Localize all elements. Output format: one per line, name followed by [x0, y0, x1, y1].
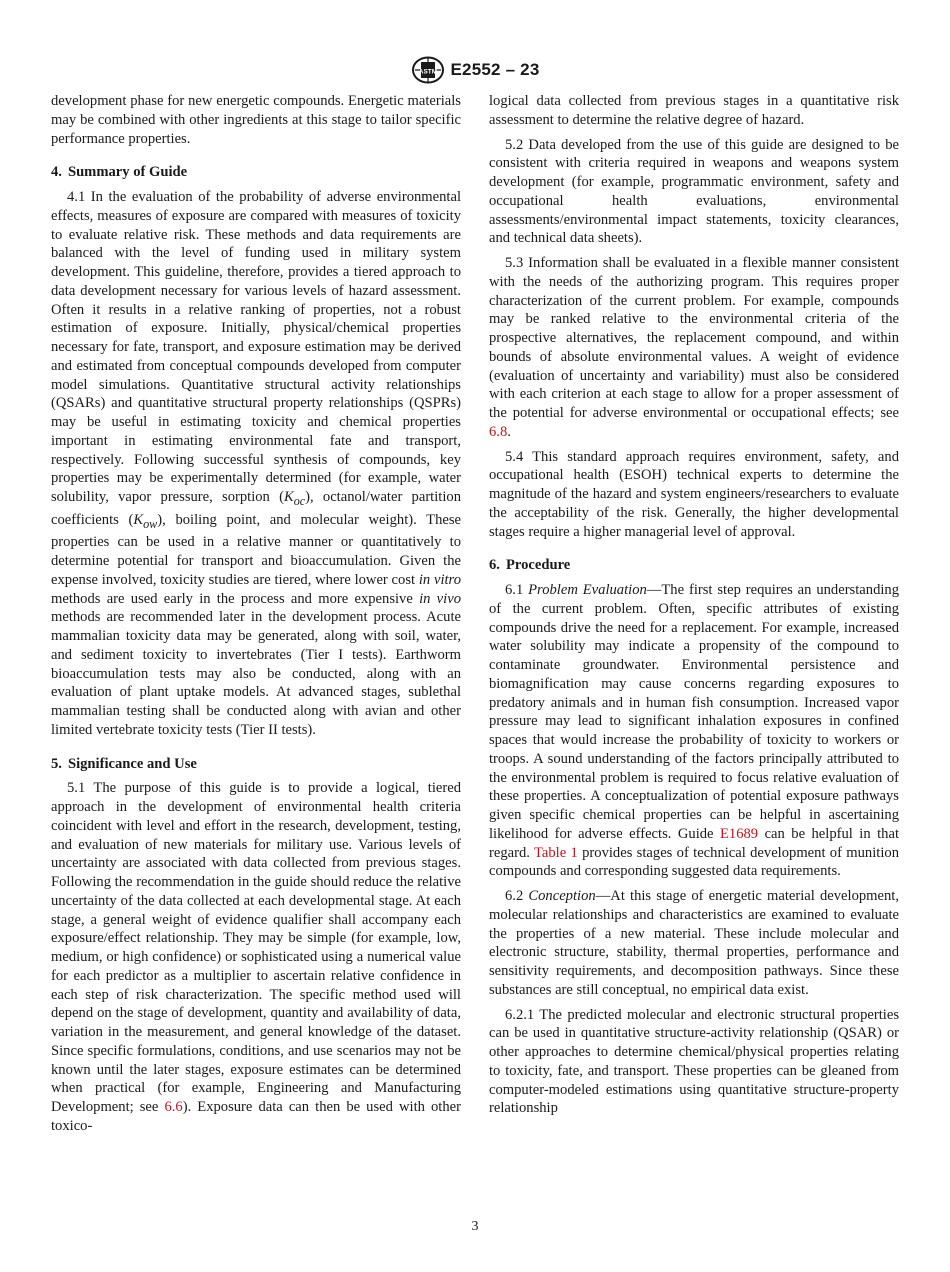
ref-link-6-6[interactable]: 6.6	[164, 1099, 183, 1116]
paragraph-6-2-1: 6.2.1 The predicted molecular and electronic structural properties can be used in quantitative structure-activity relationship (QSAR) or other approaches to determine chemical/physical properties relating to toxicity, fate, and transport. These properties can be gleaned from computer-modeled estimations using quantitative structure-property relationship	[489, 1006, 899, 1117]
paragraph-5-4: 5.4 This standard approach requires environment, safety, and occupational health (ESOH) technical experts to determine the magnitude of the hazard and system engineers/researchers to evaluate the acceptability of the risk. Generally, the higher developmental stages require a higher managerial level of approval.	[489, 448, 899, 540]
section-number: 6.	[489, 557, 500, 574]
section-5-heading	[51, 755, 461, 774]
paragraph-4-1: 4.1 In the evaluation of the probability of adverse environmental effects, measures of exposure are compared with measures of toxicity to evaluate relative risk. These methods and data requirements are balanced with the level of funding used in military system development. This guideline, therefore, provides a tiered approach to data development necessary for various levels of hazard assessment. Often it results in a relative ranking of properties, not a robust estimation of exposure. Initially, physical/chemical properties necessary for fate, transport, and exposure estimation may be derived and estimated from conceptual compounds developed from computer model simulations. Quantitative structural activity relationships (QSARs) and quantitative structural property relationships (QSPRs) may be useful in estimating toxicity and chemical properties important in estimating environmental fate and transport, respectively. Following successful synthesis of compounds, key properties may be experimentally determined (for example, water solubility, vapor pressure, sorption $(K_{oc})$, octanol/water partition coefficients $(K_{ow})$, boiling point, and molecular weight). These properties can be used in a relative manner or quantitatively to determine potential for transport and bioaccumulation. Given the expense involved, toxicity studies are tiered, where lower cost in vitro methods are used early in the process and more expensive in vivo methods are recommended later in the development process. Acute mammalian toxicity data may be generated, along with soil, water, and sediment toxicity to invertebrates (Tier I tests). Earthworm bioaccumulation tests may also be conducted, along with an evaluation of plant uptake models. At advanced stages, sublethal mammalian testing shall be conducted along with avian and other limited vertebrate toxicity tests (Tier II tests).	[51, 189, 461, 738]
astm-logo-icon	[411, 56, 445, 84]
ref-link-6-8[interactable]: 6.8	[489, 423, 508, 440]
paragraph-5-2: 5.2 Data developed from the use of this guide are designed to be consistent with criteria required in weapons and weapons system development (for example, programmatic environment, safety and occupational health evaluations, environmental assessments/environmental impact statements, toxicity clearances, and technical data sheets).	[489, 136, 899, 247]
paragraph-5-1: 5.1 The purpose of this guide is to provide a logical, tiered approach in the development of environmental health criteria coincident with level and effort in the research, development, testing, and evaluation of new materials for military use. Various levels of uncertainty are associated with data collected from previous stages. Following the recommendation in the guide should reduce the relative uncertainty of the data collected at each developmental stage. At each stage, a general weight of evidence qualifier shall accompany each exposure/effect relationship. They may be simple (for example, low, medium, or high confidence) or sophisticated using a numerical value for each predictor as a multiplier to ascertain relative confidence in each step of risk characterization. The specific method used will depend on the stage of development, quantity and availability of data, variation in the measurement, and general knowledge of the dataset. Since specific formulations, conditions, and use scenarios may not be known until the later stages, exposure estimates can be determined when practical (for example, Engineering and Manufacturing Development; see 6.6). Exposure data can then be used with other toxico-	[51, 780, 461, 1134]
ref-link-table-1[interactable]: Table 1	[533, 844, 578, 861]
paragraph-6-1: 6.1 Problem Evaluation—The first step requires an understanding of the current problem. Often, specific attributes of existing compounds drive the need for a replacement. For example, increased water solubility may indicate a propensity of the compound to contaminate groundwater. Environmental persistence and biomagnification may cause concerns regarding exposures to predatory animals and in human fish consumption. Increased vapor pressure may lead to significant inhalation exposures in confined spaces that would increase the probability of toxicity to workers or troops. A sound understanding of the factors principally attributed to the environmental problem is required to focus relative evaluation of these properties. A conceptualization of potential exposure pathways given specific chemical properties can be helpful in ascertaining likelihood for adverse effects. Guide E1689 can be helpful in that regard. Table 1 provides stages of technical development of munition compounds and corresponding suggested data requirements.	[489, 582, 900, 880]
paragraph-5-3: 5.3 Information shall be evaluated in a flexible manner consistent with the needs of the authorizing program. This requires proper characterization of the current problem. For example, compounds may be ranked relative to the environmental criteria of the prospective alternatives, the replacement compound, and within bounds of absolute environmental values. A weight of evidence (evaluation of uncertainty and variability) must also be considered with each criterion at each stage to allow for a proper assessment of the potential for adverse environmental or occupational effects; see 6.8.	[489, 255, 899, 440]
left-column	[51, 92, 461, 1142]
section-4-heading	[51, 163, 461, 182]
ref-link-e1689[interactable]: E1689	[720, 825, 759, 842]
section-title: Summary of Guide	[67, 164, 188, 181]
section-6-heading	[489, 556, 899, 575]
section-number: 5.	[51, 755, 62, 772]
page-header	[0, 55, 950, 85]
right-column	[489, 92, 899, 1124]
document-designation: E2552 – 23	[450, 60, 540, 79]
section-number: 4.	[51, 164, 62, 181]
section-title: Procedure	[505, 557, 571, 574]
astm-logo-text: ASTM	[418, 68, 437, 76]
section-title: Significance and Use	[67, 755, 197, 772]
page-number: 3	[471, 1219, 479, 1234]
paragraph-6-2: 6.2 Conception—At this stage of energetic material development, molecular relationships and characteristics are examined to evaluate the properties of a new material. These include molecular and electronic structure, stability, thermal properties, performance and sensitivity requirements, and decomposition pathways. Since these substances are still conceptual, no empirical data exist.	[489, 888, 899, 998]
intro-continuation: development phase for new energetic compounds. Energetic materials may be combined with other ingredients at this stage to tailor specific performance properties.	[51, 93, 461, 147]
paragraph-5-1-continuation: logical data collected from previous stages in a quantitative risk assessment to determine the relative degree of hazard.	[489, 93, 899, 128]
